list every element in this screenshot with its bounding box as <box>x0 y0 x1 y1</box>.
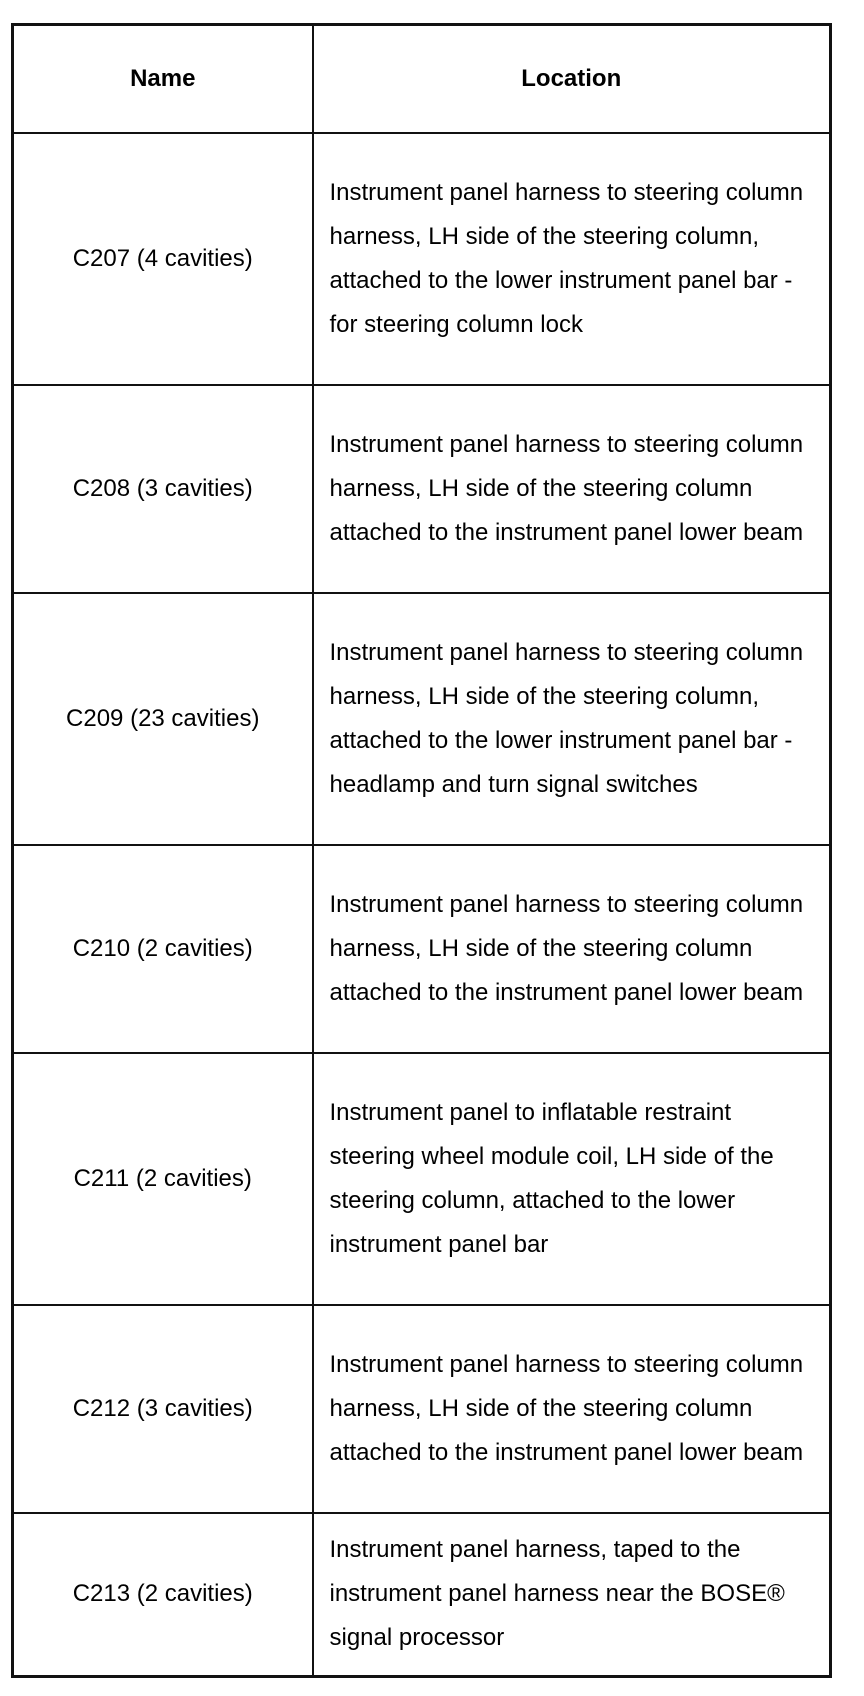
connector-location-cell: Instrument panel harness to steering column harness, LH side of the steering column attached to the instrument panel lower beam <box>313 845 831 1053</box>
table-row <box>13 1305 831 1513</box>
connector-name-cell: C212 (3 cavities) <box>13 1305 313 1513</box>
connector-location-cell: Instrument panel harness to steering column harness, LH side of the steering column attached to the instrument panel lower beam <box>313 1305 831 1513</box>
connector-location-cell: Instrument panel harness, taped to the instrument panel harness near the BOSE® signal processor <box>313 1513 831 1677</box>
table-row <box>13 1053 831 1305</box>
connector-location-cell: Instrument panel harness to steering column harness, LH side of the steering column attached to the instrument panel lower beam <box>313 385 831 593</box>
connector-location-cell: Instrument panel harness to steering column harness, LH side of the steering column, attached to the lower instrument panel bar - headlamp and turn signal switches <box>313 593 831 845</box>
table-row <box>13 133 831 385</box>
name-column-header: Name <box>13 25 313 133</box>
table-row <box>13 385 831 593</box>
table-row <box>13 1513 831 1677</box>
table-header-row <box>13 25 831 133</box>
connector-name-cell: C210 (2 cavities) <box>13 845 313 1053</box>
connector-location-cell: Instrument panel to inflatable restraint steering wheel module coil, LH side of the steering column, attached to the lower instrument panel bar <box>313 1053 831 1305</box>
table-row <box>13 593 831 845</box>
table-row <box>13 845 831 1053</box>
connector-location-table <box>11 23 832 1678</box>
location-column-header: Location <box>313 25 831 133</box>
connector-name-cell: C213 (2 cavities) <box>13 1513 313 1677</box>
connector-name-cell: C207 (4 cavities) <box>13 133 313 385</box>
connector-name-cell: C208 (3 cavities) <box>13 385 313 593</box>
connector-name-cell: C211 (2 cavities) <box>13 1053 313 1305</box>
connector-name-cell: C209 (23 cavities) <box>13 593 313 845</box>
connector-location-cell: Instrument panel harness to steering column harness, LH side of the steering column, attached to the lower instrument panel bar - for steering column lock <box>313 133 831 385</box>
